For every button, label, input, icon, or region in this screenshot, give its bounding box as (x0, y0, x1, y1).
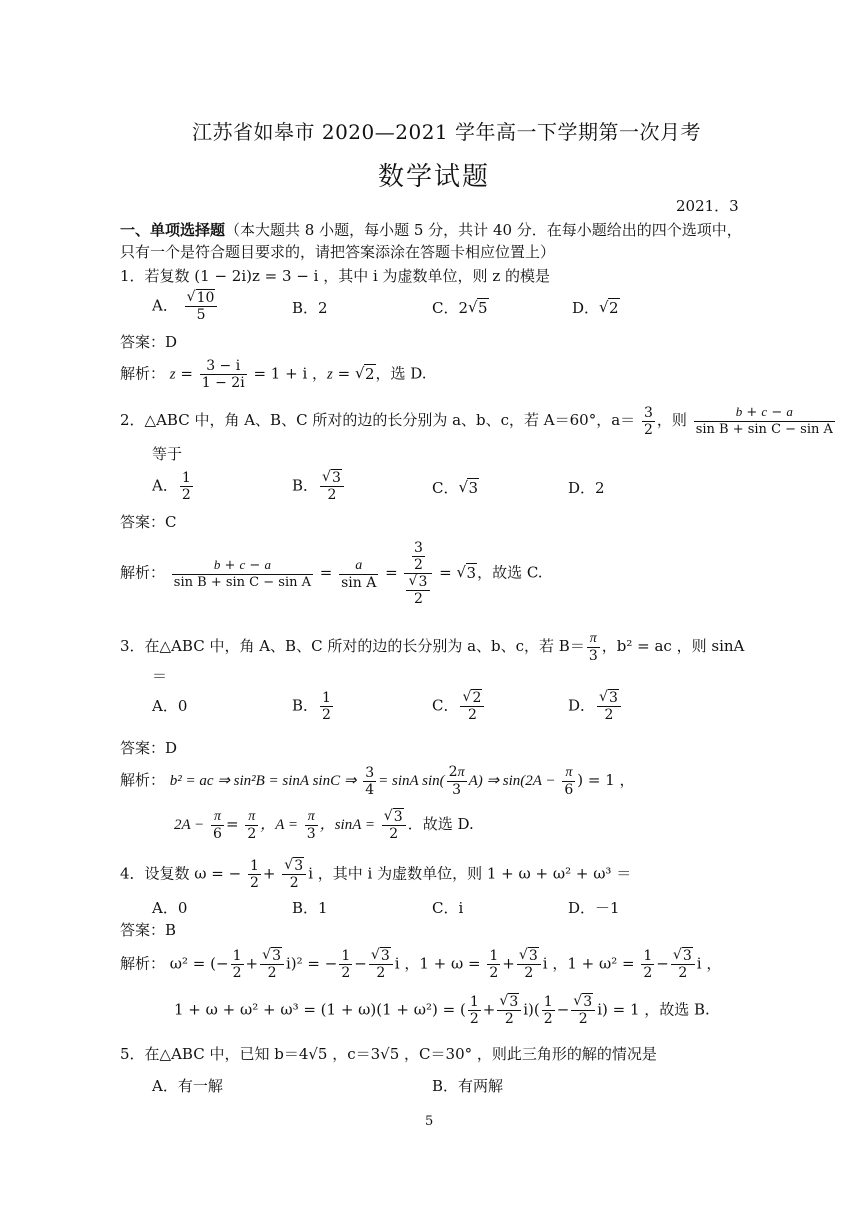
q1-option-b: B．2 (292, 299, 328, 317)
q1-option-a: A． √ $\frac{10}{5}$ (152, 290, 219, 323)
section-desc-line2: 只有一个是符合题目要求的，请把答案添涂在答题卡相应位置上） (120, 243, 556, 261)
q2-option-c: C．√ 3 (432, 478, 479, 498)
q1-analysis: 解析： z = $\frac{3 - i}{1 - 2i}$ = 1 + i ，z = √ 2，选 D. (120, 358, 427, 391)
q2-stem: 2．△ABC 中，角 A、B、C 所对的边的长分别为 a、b、c，若 A＝60°，a＝ $\frac{3}{2}$ ，则 $\frac{b + c - a}{\text{sin B + sin C − sin A}}$ (120, 404, 833, 438)
q4-option-c: C．i (432, 899, 464, 917)
q2-stem-line2: 等于 (152, 445, 183, 463)
q3-stem-line2: ＝ (152, 667, 168, 685)
q3-option-b: B． $\frac{1}{2}$ (292, 690, 331, 723)
q1-option-d: D．√ 2 (572, 298, 620, 318)
section-heading-line (120, 220, 742, 240)
q3-analysis-line2: 2A − $\frac{\pi}{6}$ = $\frac{\pi}{2}$ ，A = $\frac{\pi}{3}$ ，sinA = √ $\frac{3}{2}$ ．故选 D. (174, 808, 474, 842)
q5-option-b: B．有两解 (432, 1077, 504, 1095)
q4-stem: 4．设复数 ω = − $\frac{1}{2}$ + √ $\frac{3}{2}$ i ，其中 i 为虚数单位，则 1 + ω + ω² + ω³ ＝ (120, 858, 631, 891)
q4-option-a: A．0 (152, 899, 188, 917)
exam-subtitle: 数学试题 (378, 162, 491, 192)
exam-date: 2021．3 (676, 197, 739, 215)
q3-answer: 答案：D (120, 739, 178, 757)
q2-option-d: D．2 (568, 479, 605, 497)
exam-title: 江苏省如皋市 2020—2021 学年高一下学期第一次月考 (192, 120, 702, 144)
q3-option-c: C． √ $\frac{2}{2}$ (432, 690, 486, 723)
q3-option-d: D． √ $\frac{3}{2}$ (568, 690, 623, 723)
page-number: 5 (425, 1114, 434, 1129)
q4-option-b: B．1 (292, 899, 328, 917)
q4-analysis-line1: 解析： ω² = (− $\frac{1}{2}$ + √ $\frac{3}{2}$ i)² = − $\frac{1}{2}$ − √ $\frac{3}{2}$ i ，1 + ω = $\frac{1}{2}$ + √ $\frac{3}{2}$ i ，1 + ω² = $\frac{1}{2}$ − √ $\frac{3}{2}$ i ， (120, 948, 721, 981)
q4-answer: 答案：B (120, 921, 177, 939)
q1-stem: 1．若复数 (1 − 2i)z = 3 − i ，其中 i 为虚数单位，则 z 的模是 (120, 267, 550, 285)
q2-option-b: B． √ $\frac{3}{2}$ (292, 470, 346, 503)
q5-option-a: A．有一解 (152, 1077, 223, 1095)
q4-option-d: D．－1 (568, 899, 620, 917)
q2-answer: 答案：C (120, 513, 177, 531)
section-heading: 一、单项选择题 (120, 221, 226, 239)
q4-analysis-line2: 1 + ω + ω² + ω³ = (1 + ω)(1 + ω²) = ( $\frac{1}{2}$ + √ $\frac{3}{2}$ i)( $\frac{1}{2}$ − √ $\frac{3}{2}$ i) = 1 ，故选 B. (174, 994, 710, 1027)
q3-analysis-line1: 解析： b² = ac ⇒ sin²B = sinA sinC ⇒ $\frac{3}{4}$ = sinA sin( $\frac{2\pi}{3}$ A) ⇒ sin(2A − $\frac{\pi}{6}$ ) = 1 ， (120, 764, 635, 798)
q2-analysis: 解析： $\frac{b + c - a}{\text{sin B + sin C − sin A}}$ = $\frac{a}{\text{sin A}}$ = $\frac{3}{2}$ √ $\frac{3}{2}$ = √ 3，故选 C. (120, 540, 543, 607)
q2-option-a: A． $\frac{1}{2}$ (152, 470, 191, 503)
q1-answer: 答案：D (120, 333, 178, 351)
section-desc-line1: （本大题共 8 小题，每小题 5 分，共计 40 分．在每小题给出的四个选项中， (225, 221, 742, 239)
q1-option-c: C．2√ 5 (432, 298, 489, 318)
q5-stem: 5．在△ABC 中，已知 b＝4√5 ，c＝3√5 ，C＝30° ，则此三角形的解的情况是 (120, 1045, 657, 1063)
q3-stem: 3．在△ABC 中，角 A、B、C 所对的边的长分别为 a、b、c，若 B＝ $\frac{\pi}{3}$ ，b² = ac ，则 sinA (120, 631, 745, 664)
q3-option-a: A．0 (152, 697, 188, 715)
